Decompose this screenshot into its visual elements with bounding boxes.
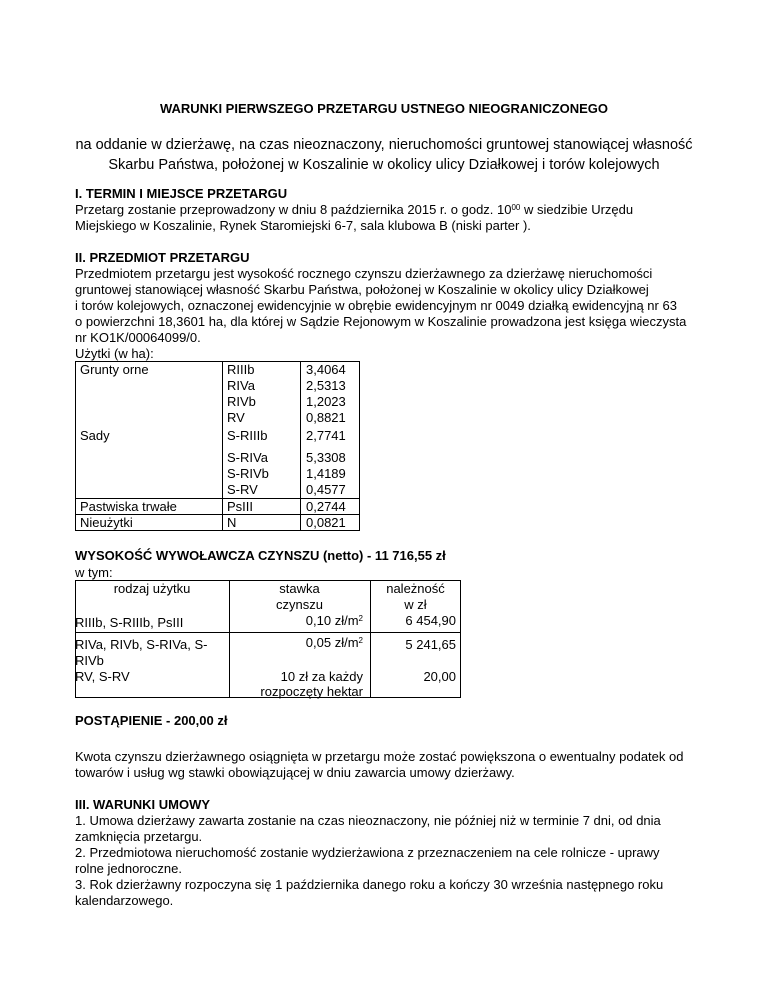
document-subtitle-line1: na oddanie w dzierżawę, na czas nieoznaczony, nieruchomości gruntowej stanowiącej własność xyxy=(75,137,693,153)
rates-row1-rodzaj: RIIIb, S-RIIIb, PsIII xyxy=(75,615,184,630)
uzytki-row-pastwiska-value: 0,2744 xyxy=(306,499,346,514)
uzytki-class: S-RIVa xyxy=(227,450,268,465)
section2-heading: II. PRZEDMIOT PRZETARGU xyxy=(75,250,250,265)
rates-header-stawka: stawka xyxy=(279,581,320,596)
rates-row2-stawka xyxy=(229,635,363,651)
uzytki-class: RIVa xyxy=(227,378,255,393)
uzytki-value: 2,5313 xyxy=(306,378,346,393)
uzytki-group-sady: Sady xyxy=(80,428,110,443)
section1-line2: Miejskiego w Koszalinie, Rynek Staromiejski 6-7, sala klubowa B (niski parter ). xyxy=(75,218,531,233)
w-tym-label: w tym: xyxy=(75,565,113,580)
section2-line: o powierzchni 18,3601 ha, dla której w Sądzie Rejonowym w Koszalinie prowadzona jest księga wieczysta xyxy=(75,314,687,329)
rates-table xyxy=(75,580,461,698)
bid-increment: POSTĄPIENIE - 200,00 zł xyxy=(75,713,228,728)
section1-heading: I. TERMIN I MIEJSCE PRZETARGU xyxy=(75,186,288,201)
uzytki-row-pastwiska-name: Pastwiska trwałe xyxy=(80,499,177,514)
uzytki-label: Użytki (w ha): xyxy=(75,346,154,361)
section2-line: Przedmiotem przetargu jest wysokość rocznego czynszu dzierżawnego za dzierżawę nieruchomości xyxy=(75,266,653,281)
uzytki-class: S-RIIIb xyxy=(227,428,268,443)
uzytki-value: 0,4577 xyxy=(306,482,346,497)
uzytki-class: RIVb xyxy=(227,394,256,409)
section3-line: zamknięcia przetargu. xyxy=(75,829,203,844)
section3-line: 3. Rok dzierżawny rozpoczyna się 1 października danego roku a kończy 30 września następnego roku xyxy=(75,877,664,892)
section1-hour-sup: 00 xyxy=(511,203,521,212)
uzytki-value: 0,8821 xyxy=(306,410,346,425)
starting-rent-label: WYSOKOŚĆ WYWOŁAWCZA CZYNSZU (netto) - 11 716,55 zł xyxy=(75,548,446,563)
rates-row2-rodzaj-2: RIVb xyxy=(75,653,104,668)
uzytki-class: RV xyxy=(227,410,245,425)
rates-row2-rodzaj: RIVa, RIVb, S-RIVa, S- xyxy=(75,637,208,652)
section3-line: 2. Przedmiotowa nieruchomość zostanie wydzierżawiona z przeznaczeniem na cele rolnicze - uprawy xyxy=(75,845,660,860)
rates-row3-stawka: 10 zł za każdy xyxy=(280,669,363,684)
uzytki-row-nieuzytki-name: Nieużytki xyxy=(80,515,133,530)
uzytki-row-pastwiska-class: PsIII xyxy=(227,499,254,514)
uzytki-class: S-RIVb xyxy=(227,466,269,481)
document-subtitle-line2: Skarbu Państwa, położonej w Koszalinie w okolicy ulicy Działkowej i torów kolejowych xyxy=(108,157,660,173)
uzytki-value: 3,4064 xyxy=(306,362,346,377)
uzytki-row-nieuzytki-class: N xyxy=(227,515,237,530)
rates-row2-stawka-text: 0,05 zł/m xyxy=(305,635,359,650)
rates-row3-stawka-2: rozpoczęty hektar xyxy=(260,684,363,699)
uzytki-value: 5,3308 xyxy=(306,450,346,465)
uzytki-group-grunty-orne: Grunty orne xyxy=(80,362,149,377)
uzytki-class: S-RV xyxy=(227,482,258,497)
uzytki-value: 1,4189 xyxy=(306,466,346,481)
section3-line: rolne jednoroczne. xyxy=(75,861,182,876)
section2-line: i torów kolejowych, oznaczonej ewidencyjnie w obrębie ewidencyjnym nr 0049 działką ewidencyjną nr 63 xyxy=(75,298,677,313)
rates-row2-naleznosc: 5 241,65 xyxy=(405,637,456,652)
section3-line: 1. Umowa dzierżawy zawarta zostanie na czas nieoznaczony, nie później niż w terminie 7 dni, od dnia xyxy=(75,813,661,828)
uzytki-class: RIIIb xyxy=(227,362,255,377)
rates-row1-stawka-sup: 2 xyxy=(358,614,363,623)
section3-line: kalendarzowego. xyxy=(75,893,174,908)
rates-row1-stawka-text: 0,10 zł/m xyxy=(305,613,359,628)
rates-row2-stawka-sup: 2 xyxy=(358,636,363,645)
rates-header-naleznosc-2: w zł xyxy=(404,597,427,612)
uzytki-row-nieuzytki-value: 0,0821 xyxy=(306,515,346,530)
uzytki-value: 2,7741 xyxy=(306,428,346,443)
vat-note-line2: towarów i usług wg stawki obowiązującej w dniu zawarcia umowy dzierżawy. xyxy=(75,765,515,780)
uzytki-table xyxy=(75,361,360,531)
rates-row1-stawka xyxy=(229,613,363,629)
document-title: WARUNKI PIERWSZEGO PRZETARGU USTNEGO NIEOGRANICZONEGO xyxy=(159,101,609,116)
rates-header-stawka-2: czynszu xyxy=(276,597,323,612)
rates-header-naleznosc: należność xyxy=(386,581,445,596)
rates-header-rodzaj: rodzaj użytku xyxy=(113,581,191,596)
vat-note-line1: Kwota czynszu dzierżawnego osiągnięta w przetargu może zostać powiększona o ewentualny podatek od xyxy=(75,749,684,764)
section1-line1 xyxy=(75,202,689,218)
rates-row1-naleznosc: 6 454,90 xyxy=(405,613,456,628)
rates-row3-rodzaj: RV, S-RV xyxy=(75,669,130,684)
section2-line: nr KO1K/00064099/0. xyxy=(75,330,201,345)
section1-line1-a: Przetarg zostanie przeprowadzony w dniu 8 października 2015 r. o godz. 10 xyxy=(75,202,512,217)
section2-line: gruntowej stanowiącej własność Skarbu Państwa, położonej w Koszalinie w okolicy ulicy Działkowej xyxy=(75,282,649,297)
rates-row3-naleznosc: 20,00 xyxy=(423,669,456,684)
uzytki-value: 1,2023 xyxy=(306,394,346,409)
section1-line1-b: w siedzibie Urzędu xyxy=(520,202,634,217)
section3-heading: III. WARUNKI UMOWY xyxy=(75,797,211,812)
